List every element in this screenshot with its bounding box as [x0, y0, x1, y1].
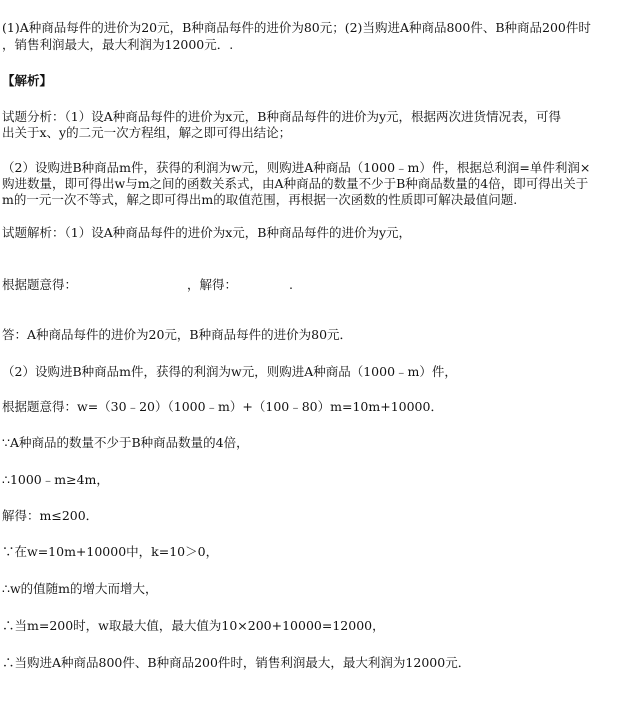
answer-part-1: 答：A种商品每件的进价为20元，B种商品每件的进价为80元． [2, 327, 353, 342]
analysis-p1-line-1: 试题分析：（1）设A种商品每件的进价为x元，B种商品每件的进价为y元，根据两次进货情况表，可得 [2, 109, 562, 124]
increasing-statement: ∴w的值随m的增大而增大， [2, 581, 158, 596]
final-conclusion: ∴当购进A种商品800件、B种商品200件时，销售利润最大，最大利润为12000元． [2, 655, 471, 670]
answer-line-1: (1)A种商品每件的进价为20元，B种商品每件的进价为80元；(2)当购进A种商品800件、B种商品200件时 [2, 20, 591, 35]
slope-statement: ∵在w=10m+10000中，k=10＞0， [2, 544, 219, 559]
equation-suffix: . [289, 277, 294, 292]
quantity-condition: ∵A种商品的数量不少于B种商品数量的4倍， [2, 435, 249, 450]
inequality: ∴1000﹣m≥4m， [2, 472, 109, 487]
maximum-statement: ∴当m=200时，w取最大值，最大值为10×200+10000=12000， [2, 618, 385, 633]
part-2-intro: （2）设购进B种商品m件，获得的利润为w元，则购进A种商品（1000﹣m）件， [2, 364, 457, 379]
analysis-p2-line-2: 购进数量，即可得出w与m之间的函数关系式，由A种商品的数量不少于B种商品数量的4倍，即可得出关于 [2, 176, 589, 191]
analysis-p2-line-3: m的一元一次不等式，解之即可得出m的取值范围，再根据一次函数的性质即可解决最值问题. [2, 192, 518, 207]
inequality-solution: 解得：m≤200． [2, 508, 99, 523]
analysis-p1-line-2: 出关于x、y的二元一次方程组，解之即可得出结论； [2, 125, 292, 140]
profit-function: 根据题意得：w=（30﹣20）（1000﹣m）+（100﹣80）m=10m+10000． [2, 399, 443, 414]
equation-line [2, 277, 293, 293]
analysis-p2-line-1: （2）设购进B种商品m件，获得的利润为w元，则购进A种商品（1000﹣m）件，根据总利润=单件利润× [2, 160, 591, 175]
analysis-heading: 【解析】 [2, 73, 53, 88]
solution-intro: 试题解析：（1）设A种商品每件的进价为x元，B种商品每件的进价为y元， [2, 225, 412, 240]
answer-line-2: ，销售利润最大，最大利润为12000元．. [2, 37, 234, 52]
equation-prefix: 根据题意得： [2, 277, 78, 292]
equation-solution-formula [237, 277, 289, 289]
equation-mid: ，解得： [187, 277, 238, 292]
equation-system-formula [77, 277, 187, 289]
